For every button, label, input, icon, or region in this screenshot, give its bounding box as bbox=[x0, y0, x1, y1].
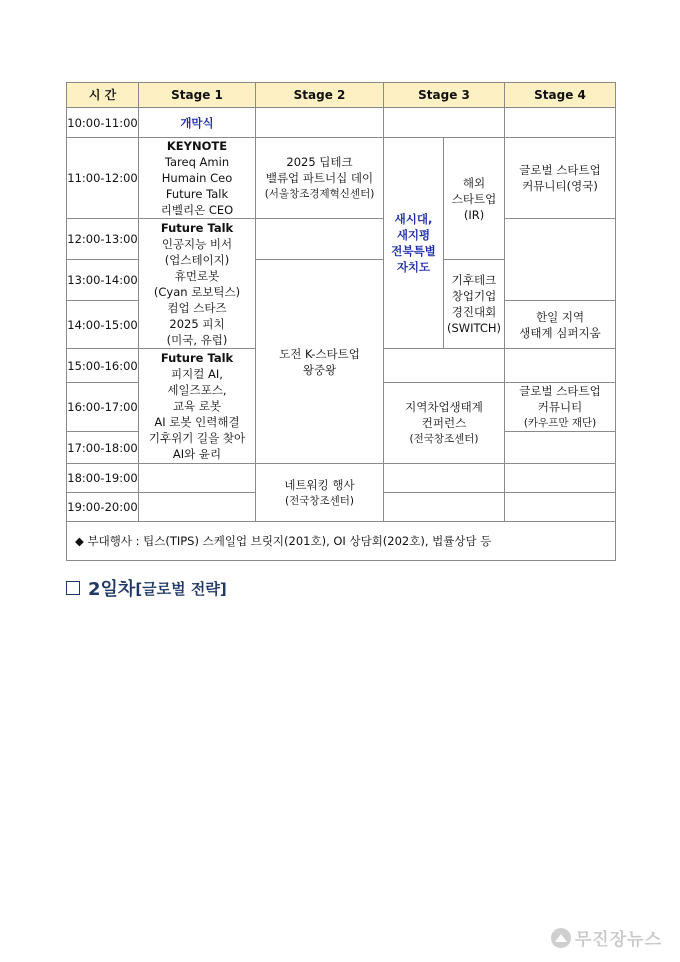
climate-line: 경진대회 bbox=[451, 305, 497, 319]
global-kauffman-cell bbox=[505, 383, 616, 432]
deeptech-cell bbox=[256, 138, 384, 219]
ft-physical-title: Future Talk bbox=[160, 351, 234, 365]
overseas-line: 해외 bbox=[462, 175, 486, 190]
time-cell: 19:00-20:00 bbox=[67, 493, 139, 522]
keynote-line: 리벨리온 CEO bbox=[160, 203, 234, 217]
time-cell: 14:00-15:00 bbox=[67, 301, 139, 349]
region-line: 자치도 bbox=[396, 260, 431, 274]
k-startup-line: 도전 K-스타트업 bbox=[279, 346, 360, 361]
empty-cell bbox=[139, 493, 256, 522]
ft-ai-line: (Cyan 로보틱스) bbox=[153, 284, 241, 299]
note-row bbox=[67, 522, 616, 561]
ft-ai-line: (미국, 유럽) bbox=[166, 332, 228, 347]
overseas-line: 스타트업 bbox=[451, 191, 497, 206]
k-startup-cell bbox=[256, 260, 384, 464]
header-row bbox=[67, 83, 616, 108]
header-stage4: Stage 4 bbox=[505, 83, 616, 108]
eco-conf-cell bbox=[384, 383, 505, 464]
table-row bbox=[67, 138, 616, 219]
ft-ai-cell bbox=[139, 219, 256, 349]
overseas-cell bbox=[444, 138, 505, 260]
logo-icon bbox=[551, 928, 571, 948]
section-heading-sub: [글로벌 전략] bbox=[135, 579, 227, 598]
header-time: 시 간 bbox=[67, 83, 139, 108]
ft-ai-line: 컴업 스타즈 bbox=[167, 300, 227, 315]
watermark-text: 무진장뉴스 bbox=[574, 930, 662, 950]
ft-physical-line: AI 로봇 인력해결 bbox=[154, 415, 240, 429]
empty-cell bbox=[384, 349, 505, 383]
side-events-note: ◆ 부대행사 : 팁스(TIPS) 스케일업 브릿지(201호), OI 상담회(202호), 법률상담 등 bbox=[67, 522, 616, 561]
ft-physical-cell bbox=[139, 349, 256, 464]
time-cell: 13:00-14:00 bbox=[67, 260, 139, 301]
table-row bbox=[67, 219, 616, 260]
empty-cell bbox=[505, 464, 616, 493]
empty-cell bbox=[256, 219, 384, 260]
deeptech-line: (서울창조경제혁신센터) bbox=[264, 188, 375, 200]
region-cell bbox=[384, 138, 444, 349]
region-line: 새시대, bbox=[394, 212, 433, 226]
ft-ai-title: Future Talk bbox=[160, 220, 234, 235]
time-cell: 17:00-18:00 bbox=[67, 432, 139, 464]
overseas-line: (IR) bbox=[463, 207, 485, 222]
climate-line: (SWITCH) bbox=[446, 321, 502, 335]
checkbox-square-icon bbox=[66, 581, 80, 595]
ft-ai-line: 인공지능 비서 bbox=[161, 236, 233, 251]
climate-cell bbox=[444, 260, 505, 349]
table-row bbox=[67, 464, 616, 493]
time-cell: 11:00-12:00 bbox=[67, 138, 139, 219]
ft-ai-line: 2025 피치 bbox=[169, 316, 225, 331]
empty-cell bbox=[384, 464, 505, 493]
region-line: 전북특별 bbox=[391, 244, 436, 258]
eco-conf-line: 지역차업생태계 bbox=[405, 400, 483, 414]
header-stage2: Stage 2 bbox=[256, 83, 384, 108]
keynote-line: Humain Ceo bbox=[161, 171, 233, 185]
networking-cell bbox=[256, 464, 384, 522]
time-cell: 15:00-16:00 bbox=[67, 349, 139, 383]
networking-line: 네트워킹 행사 bbox=[284, 477, 355, 492]
watermark bbox=[551, 925, 662, 950]
section-heading-main: 2일차 bbox=[88, 579, 136, 600]
schedule-table bbox=[66, 82, 616, 561]
deeptech-line: 밸류업 파트너십 데이 bbox=[265, 171, 374, 185]
empty-cell bbox=[505, 493, 616, 522]
korea-japan-line: 한일 지역 bbox=[535, 309, 585, 324]
keynote-title: KEYNOTE bbox=[166, 139, 228, 153]
opening-cell: 개막식 bbox=[139, 108, 256, 138]
time-cell: 16:00-17:00 bbox=[67, 383, 139, 432]
ft-ai-line: (업스테이지) bbox=[164, 252, 230, 267]
eco-conf-line: (전국창조센터) bbox=[409, 433, 479, 445]
keynote-line: Tareq Amin bbox=[164, 155, 230, 169]
section-heading bbox=[66, 575, 227, 601]
region-line: 새지평 bbox=[396, 228, 431, 242]
global-uk-line: 글로벌 스타트업 bbox=[519, 163, 601, 177]
ft-physical-line: 교육 로봇 bbox=[172, 399, 222, 413]
header-stage1: Stage 1 bbox=[139, 83, 256, 108]
empty-cell bbox=[384, 493, 505, 522]
keynote-line: Future Talk bbox=[165, 187, 229, 201]
deeptech-line: 2025 딥테크 bbox=[286, 155, 353, 169]
empty-cell bbox=[505, 432, 616, 464]
empty-cell bbox=[256, 108, 384, 138]
global-kauffman-line: 커뮤니티 bbox=[537, 400, 583, 414]
k-startup-line: 왕중왕 bbox=[302, 362, 337, 377]
header-stage3: Stage 3 bbox=[384, 83, 505, 108]
empty-cell bbox=[505, 108, 616, 138]
korea-japan-line: 생태계 심퍼지움 bbox=[519, 325, 601, 340]
global-kauffman-line: 글로벌 스타트업 bbox=[519, 384, 601, 398]
global-uk-line: 커뮤니티(영국) bbox=[522, 179, 598, 193]
keynote-cell bbox=[139, 138, 256, 219]
ft-physical-line: 피지컬 AI, bbox=[171, 367, 223, 381]
climate-line: 창업기업 bbox=[451, 289, 497, 303]
networking-line: (전국창조센터) bbox=[284, 494, 355, 507]
global-uk-cell bbox=[505, 138, 616, 219]
ft-physical-line: AI와 윤리 bbox=[172, 447, 222, 461]
korea-japan-cell bbox=[505, 301, 616, 349]
table-row bbox=[67, 108, 616, 138]
empty-cell bbox=[139, 464, 256, 493]
global-kauffman-line: (카우프만 재단) bbox=[523, 417, 597, 429]
empty-cell bbox=[505, 219, 616, 301]
climate-line: 기후테크 bbox=[451, 273, 497, 287]
time-cell: 12:00-13:00 bbox=[67, 219, 139, 260]
time-cell: 10:00-11:00 bbox=[67, 108, 139, 138]
ft-physical-line: 기후위기 길을 찾아 bbox=[148, 431, 246, 445]
empty-cell bbox=[384, 108, 505, 138]
ft-physical-line: 세일즈포스, bbox=[167, 383, 227, 397]
empty-cell bbox=[505, 349, 616, 383]
ft-ai-line: 휴먼로봇 bbox=[174, 268, 220, 283]
eco-conf-line: 컨퍼런스 bbox=[421, 416, 467, 430]
time-cell: 18:00-19:00 bbox=[67, 464, 139, 493]
